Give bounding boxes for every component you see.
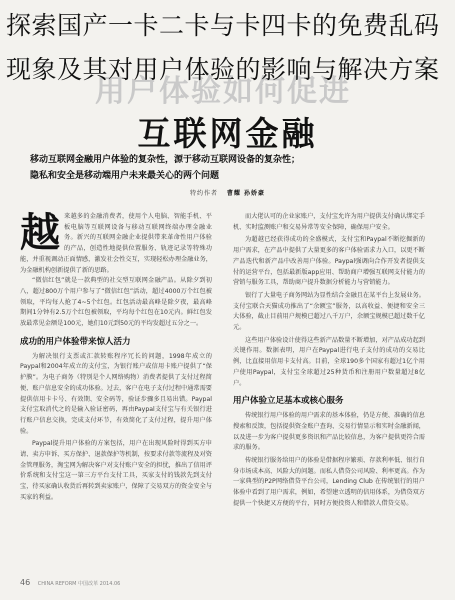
page-number: 46 — [20, 578, 31, 587]
article-subhead — [30, 152, 450, 184]
page-footer — [20, 578, 440, 587]
paragraph-right-1: 而大佬认可的企业家账户，支付宝允许为用户提供支付确认绑定手机、实时监测账户和交易异常等安全保障，确保用户安全。 — [233, 213, 425, 231]
authors-label: 特约作者 — [189, 190, 218, 197]
headline-ghost-line: 用户体验如何促进 — [95, 74, 351, 106]
paragraph-right-3: 银行了大量电子商务网站为显性结合金融且在某平台上发展业务。支付宝联合天猫成功推出了“余额宝”服务，以高收益、便捷和安全三大体验，截止目前用户规模已超过八千万户，余额宝规模已超过数千亿元。 — [233, 291, 425, 332]
subhead-line-2: 隐私和安全是移动端用户未来最关心的两个问题 — [30, 171, 220, 181]
left-column — [20, 209, 212, 506]
paragraph-paypal-history: 为解决银行支票或汇款转账程序冗长的问题，1998年成立的Paypal和2004年成立的支付宝，为银行账户或信用卡账户提供了“保护膜”。为电子商务（特别是个人网络购物）消费者提供了支付过程简便、账户信息安全的成功体验。过去，客户在电子支付过程中通常需要提供信用卡卡号、有效期、安全码等，验证步骤多且易出错。Paypal支付宝取消代之的是输入验证密码，再由Paypal支付宝与有关银行进行账户信息交换，完成支付环节，有效简化了支付过程，提升用户体验。 — [20, 352, 212, 435]
overlay-title-line-2: 现象及其对用户体验的影响与解决方案 — [6, 55, 440, 84]
paragraph-right-6: 传统银行服务给用户的体验是借据程序繁琐、存款利率低、银行自身市场成本高、风险大的问题。而私人借贷公司风险、利率更高。作为一家典型的P2P网络借贷平台公司，Lending Club 在传统银行的用户体验中看到了用户需求，例如，希望建立透明的信用体系，为借贷双方提供一个快捷又方便的平台，同时方便投资人和借款人借贷交易。 — [233, 457, 425, 507]
section-heading-success: 成功的用户体验带来惊人活力 — [20, 336, 131, 347]
dropcap-character: 越 — [20, 209, 60, 256]
overlay-title — [0, 0, 455, 96]
paragraph-right-4: 这些用户体验设计使得这些新产品数量不断增加，对产品成功起到关键作用。数据表明，用户在Paypal进行电子支付的成功的交易比例，比直接用信用卡支付高。目前，全球190多个国家有超过1亿个用户使用Paypal，支付宝全球超过25种货币和注册用户数量超过8亿户。 — [233, 336, 425, 387]
paragraph-wechat-redpacket: “微信红包”就是一款典型的社交型互联网金融产品。从除夕到初八，超过800万个用户参与了“微信红包”活动，超过4000万个红包被领取，平均每人抢了4~5个红包。红包活动最高峰是除夕夜，最高峰期间1分钟有2.5万个红包被领取，平均每个红包在10元内。鲜红包发放最常见金额是100元，她们10元到50元的平均发超过五分之一。 — [20, 277, 212, 328]
paragraph-right-5: 传统银行用户体验的用户需求的基本体验，仍是方便、准确的信息搜索和反馈，包括提供资金账户查询、交易行情显示和实时金融新闻，以及进一步为客户提供更多资讯和产品比较信息，为客户提供更符合需求的服务。 — [233, 412, 425, 452]
paragraph-paypal-solutions: Paypal提升用户体验的方案包括，用户在出现风险时得到买方申请、卖方申诉、买方保护、退款保护等机制，按要求付款等流程及对资金管理服务，淘宝网为解决客户对支付账户安全的担忧，推出了信用评价系统和支付宝这一第三方平台支付工具，买家支付的钱款先到支付宝，待买家确认收货后再转到卖家账户，保障了交易双方的资金安全与买家的利益。 — [20, 440, 212, 501]
authors-names: 曹耀 孙娇豪 — [226, 190, 266, 197]
intro-text: 来越多的金融消费者，使用个人电脑、智能手机、平板电脑等互联网设备与移动互联网终端办理金融业务。新兴的互联网金融企业提供带来革命性用户体验的产品，创造性地提供位置服务、轨迹记录等特殊功能，并重视调动正面情感，激发社会性交互，实现轻松办理金融业务，为金融机构创新提供了新的思路。 — [20, 213, 212, 274]
subhead-line-1: 移动互联网金融用户体验的复杂性，源于移动互联网设备的复杂性； — [30, 155, 301, 165]
article-headline: 互联网金融 — [137, 114, 318, 153]
right-column — [233, 212, 425, 512]
overlay-title-line-1: 探索国产一卡二卡与卡四卡的免费乱码 — [6, 11, 440, 40]
paragraph-right-2: 为超越已经获得成功的全盛模式，支付宝和Paypal不断挖掘新的用户需求，在产品中提供了大量更多的客户体验需求力入口，以更不断产品迭代和新产品中改善用户体验。Paypal强调向合作开发者提供支付的运营平台，包括最新版app应用、帮助商户增强互联网支付能力的营销与服务工具，帮助商户提升数据分析能力与营销能力。 — [233, 236, 425, 287]
article-authors — [0, 188, 455, 197]
intro-paragraph — [20, 209, 212, 276]
section-heading-core-service: 用户体验立足基本或核心服务 — [233, 396, 344, 407]
footer-publication: CHINA REFORM 中国改革 2014.06 — [37, 581, 121, 587]
